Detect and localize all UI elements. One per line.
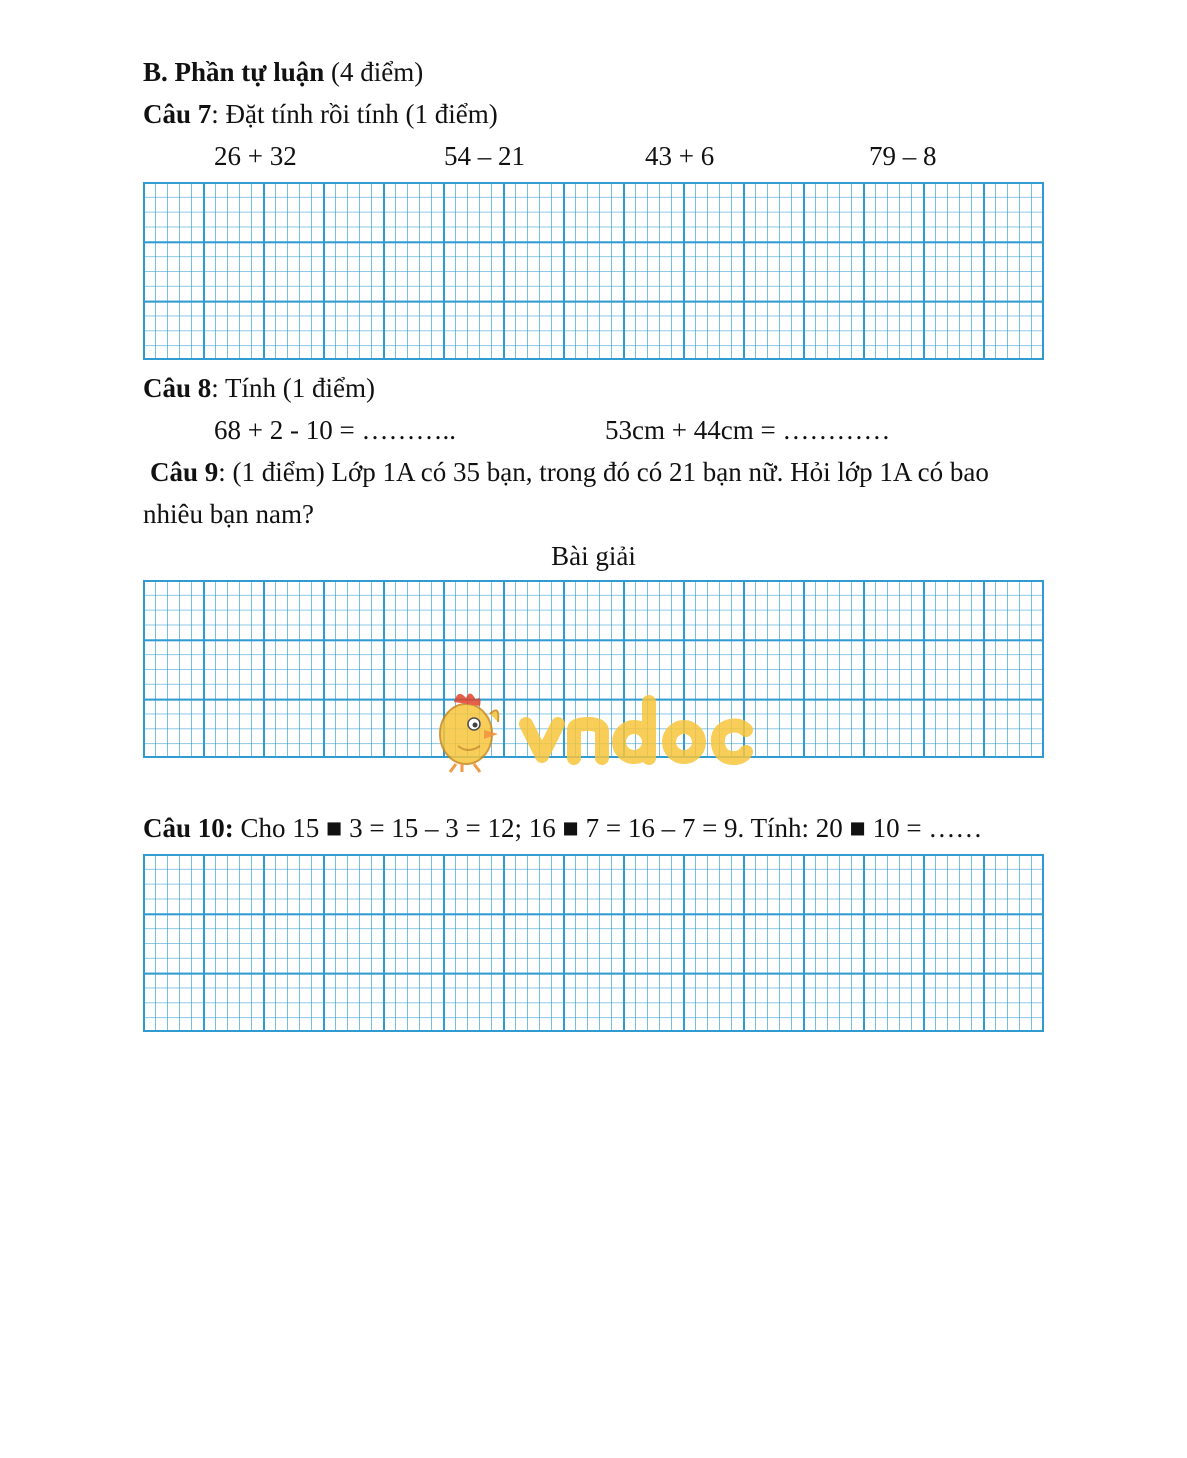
q7-expression-2: 54 – 21 <box>444 141 525 171</box>
q10-answer-grid[interactable] <box>143 854 1044 1032</box>
question-8 <box>143 372 375 404</box>
q8-expression-1: 68 + 2 - 10 = ……….. <box>214 415 456 445</box>
solution-heading: Bài giải <box>551 541 636 571</box>
question-7-label: Câu 7 <box>143 99 212 129</box>
question-9-text-line2: nhiêu bạn nam? <box>143 499 314 529</box>
section-heading <box>143 56 423 88</box>
q7-expression-4: 79 – 8 <box>869 141 937 171</box>
q8-expression-2: 53cm + 44cm = ………… <box>605 415 891 445</box>
question-10-text: Cho 15 ■ 3 = 15 – 3 = 12; 16 ■ 7 = 16 – 7 = 9. Tính: 20 ■ 10 = …… <box>233 813 983 843</box>
question-7-text: : Đặt tính rồi tính (1 điểm) <box>211 99 498 129</box>
q7-expression-1: 26 + 32 <box>214 141 297 171</box>
question-7 <box>143 98 498 130</box>
section-title: B. Phần tự luận <box>143 57 325 87</box>
question-9-label: Câu 9 <box>150 457 219 487</box>
question-9 <box>150 456 989 488</box>
chicken-mascot-icon <box>428 684 768 774</box>
question-10 <box>143 812 982 844</box>
question-8-text: : Tính (1 điểm) <box>211 373 375 403</box>
section-points: (4 điểm) <box>324 57 424 87</box>
q7-answer-grid[interactable] <box>143 182 1044 360</box>
q7-expression-3: 43 + 6 <box>645 141 715 171</box>
question-8-label: Câu 8 <box>143 373 212 403</box>
vndoc-watermark <box>428 684 768 774</box>
question-9-text-line1: : (1 điểm) Lớp 1A có 35 bạn, trong đó có 21 bạn nữ. Hỏi lớp 1A có bao <box>218 457 989 487</box>
question-10-label: Câu 10: <box>143 813 234 843</box>
